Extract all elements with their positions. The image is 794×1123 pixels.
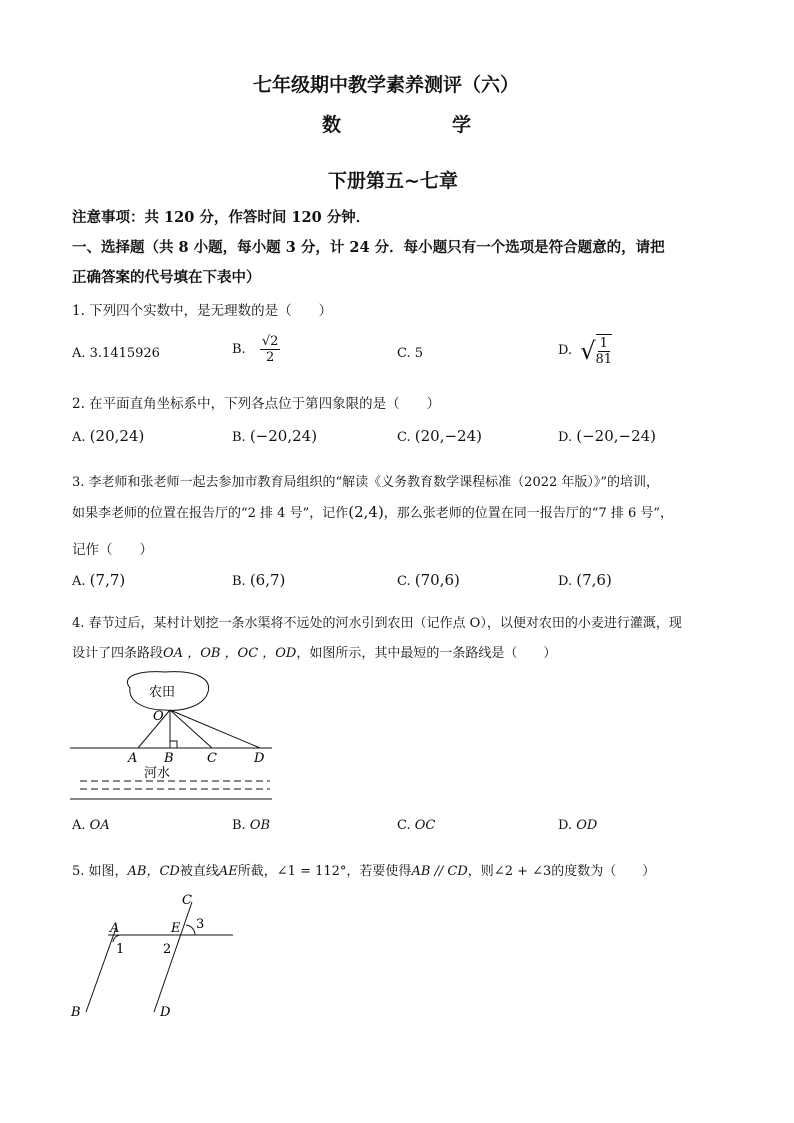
q4-option-c [397,818,435,833]
q4-option-b-value: OB [249,818,271,833]
right-angle-mark [170,741,177,748]
q1-option-b-label: B. [232,342,246,357]
point-c-label: C [182,893,192,908]
q3-line2-text-b: ，那么张老师的位置在同一报告厅的“7 排 6 号”， [383,506,674,521]
q3-option-a [72,571,125,589]
point-b-label: B [71,1005,81,1020]
q2-option-c-label: C. [397,430,411,445]
river-label: 河水 [144,766,171,781]
angle-1-label: 1 [116,942,125,957]
sqrt-icon: √ [580,336,596,365]
point-d-label: D [160,1005,171,1020]
q1-option-d-numerator: 1 [599,336,608,351]
chapter-title: 下册第五~七章 [328,170,458,192]
q4-option-d [558,818,597,833]
q1-option-c: C. 5 [397,346,424,361]
q1-option-b-denominator: 2 [265,350,275,365]
q3-option-d-label: D. [558,574,573,589]
section-heading-line1: 一、选择题（共 8 小题，每小题 3 分，计 24 分．每小题只有一个选项是符合题意的，请把 [72,239,665,256]
q4-option-c-value: OC [414,818,436,833]
q5-stem-angle: ∠1 = 112° [276,864,347,879]
exam-title: 七年级期中教学素养测评（六） [253,74,520,96]
q3-line3: 记作（ ） [72,542,153,558]
q5-stem-ae: AE [218,864,238,879]
q1-option-b [232,334,280,365]
q4-line2-segments: OA ，OB ，OC ，OD [163,646,297,661]
subject-right: 学 [452,114,472,136]
q3-option-c-label: C. [397,574,411,589]
q2-option-a [72,427,144,445]
q2-option-a-value: (20,24) [89,427,145,445]
angle-3-arc [186,925,195,935]
q4-option-c-label: C. [397,818,411,833]
point-d-label: D [254,751,265,766]
q1-option-a: A. 3.1415926 [72,346,160,361]
point-o-label: O [153,709,164,724]
line-cd [154,902,192,1012]
q3-line2 [72,502,673,521]
q2-option-d-value: (−20,−24) [576,427,657,445]
farmland-label: 农田 [149,685,176,700]
q5-stem-sum: ∠2 + ∠3 [493,864,552,879]
q5-stem-c: 所截， [237,864,277,879]
q4-line2-text-b: ，如图所示，其中最短的一条路线是（ ） [296,646,557,661]
q2-option-d [558,427,656,445]
q4-option-a [72,818,110,833]
q3-line2-point: (2,4) [348,503,384,521]
q5-stem-d: ，若要使得 [346,864,412,879]
q3-option-b-label: B. [232,574,246,589]
subject-left: 数 [322,114,342,136]
q3-line2-text-a: 如果李老师的位置在报告厅的“2 排 4 号”，记作 [72,506,349,521]
q4-option-b-label: B. [232,818,246,833]
q3-option-a-label: A. [72,574,86,589]
q1-option-d [558,334,612,367]
q1-option-d-label: D. [558,343,573,358]
q1-option-d-fraction [596,334,613,367]
point-a-label: A [128,751,138,766]
q5-stem-f: 的度数为（ ） [551,864,656,879]
q1-option-b-fraction [260,334,281,365]
q4-line1: 4. 春节过后，某村计划挖一条水渠将不远处的河水引到农田（记作点 O），以便对农田的小麦进行灌溉，现 [72,616,682,631]
section-heading-line2: 正确答案的代号填在下表中） [72,269,261,286]
q2-option-c-value: (20,−24) [414,427,482,445]
q3-option-b [232,571,285,589]
q1-stem: 1. 下列四个实数中，是无理数的是（ ） [72,303,333,319]
q5-stem-ab: AB，CD [127,864,180,879]
q5-figure [68,890,248,1025]
q3-option-d [558,571,612,589]
q2-option-b-value: (−20,24) [249,427,318,445]
q4-option-d-label: D. [558,818,573,833]
angle-1-arc [113,935,120,942]
q5-stem-b: 被直线 [179,864,219,879]
q5-stem-a: 5. 如图， [72,864,128,879]
q4-figure [70,668,280,808]
q3-line1: 3. 李老师和张老师一起去参加市教育局组织的“解读《义务教育数学课程标准（2022 年版）》”的培训， [72,475,660,490]
q5-stem [72,860,655,879]
point-c-label: C [207,751,217,766]
q2-option-b-label: B. [232,430,246,445]
point-a-label: A [110,921,120,936]
line-ab [86,928,116,1012]
q4-option-b [232,818,270,833]
q2-option-c [397,427,482,445]
q4-option-a-value: OA [89,818,110,833]
q4-option-a-label: A. [72,818,86,833]
point-b-label: B [164,751,174,766]
q5-stem-e: ，则 [467,864,494,879]
notice: 注意事项：共 120 分，作答时间 120 分钟． [72,209,371,226]
q2-option-b [232,427,317,445]
q1-option-d-denominator: 81 [595,352,613,367]
q4-line2-text-a: 设计了四条路段 [72,646,164,661]
angle-3-label: 3 [196,917,205,932]
q3-option-a-value: (7,7) [89,571,126,589]
q2-option-d-label: D. [558,430,573,445]
q2-stem: 2. 在平面直角坐标系中，下列各点位于第四象限的是（ ） [72,396,441,412]
segment-od [170,710,260,748]
q5-stem-parallel: AB // CD [411,864,468,879]
q3-option-d-value: (7,6) [576,571,612,589]
segment-oc [170,710,212,748]
q3-option-b-value: (6,7) [249,571,286,589]
q2-option-a-label: A. [72,430,86,445]
q1-option-b-numerator: √2 [261,334,279,349]
q4-option-d-value: OD [576,818,598,833]
angle-2-label: 2 [163,942,172,957]
point-e-label: E [171,921,181,936]
q3-option-c [397,571,460,589]
q4-line2 [72,642,556,661]
q3-option-c-value: (70,6) [414,571,460,589]
